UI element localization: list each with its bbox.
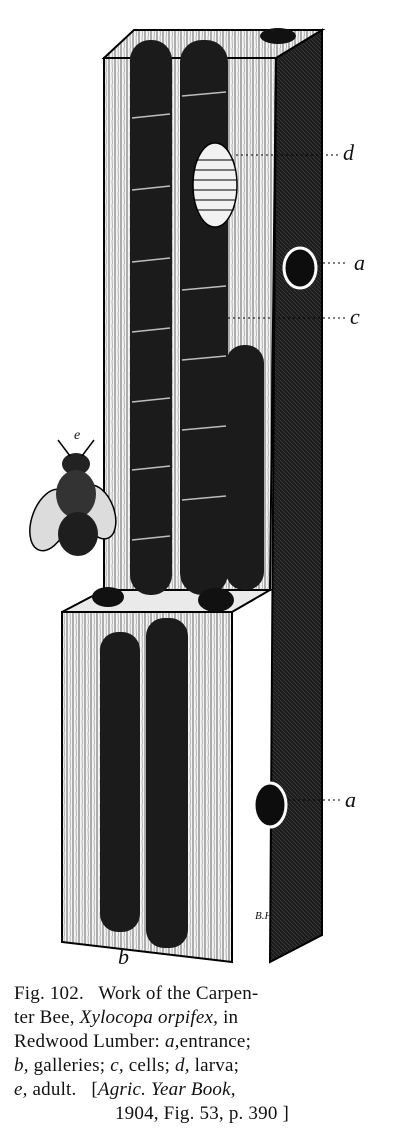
- key-b: b,: [14, 1055, 29, 1076]
- artist-signature: B.H: [255, 910, 273, 922]
- label-a-bottom: a: [345, 787, 356, 812]
- caption-in: in: [223, 1007, 239, 1028]
- top-entrance-hole: [260, 28, 296, 44]
- caption-title-cont: ter Bee,: [14, 1007, 75, 1028]
- source-bracket: [: [91, 1079, 98, 1100]
- caption-line-5: [14, 1078, 390, 1102]
- caption-line-3: [14, 1030, 390, 1054]
- desc-c: cells;: [128, 1055, 171, 1076]
- desc-a: entrance;: [179, 1031, 252, 1052]
- label-a-top: a: [354, 250, 365, 275]
- figure-caption: [14, 982, 390, 1126]
- species-name: Xylocopa orpifex,: [79, 1007, 219, 1028]
- key-c: c,: [110, 1055, 124, 1076]
- desc-d: larva;: [194, 1055, 240, 1076]
- upper-side-entrance: [284, 248, 316, 288]
- caption-line-2: [14, 1006, 390, 1030]
- label-c: c: [350, 304, 360, 329]
- source-detail: 1904, Fig. 53, p. 390 ]: [114, 1103, 290, 1124]
- caption-title: Work of the Carpen-: [98, 983, 259, 1004]
- label-e: e: [74, 428, 81, 443]
- key-e: e,: [14, 1079, 28, 1100]
- caption-line-4: [14, 1054, 390, 1078]
- desc-e: adult.: [32, 1079, 77, 1100]
- source-title: Agric. Year Book,: [97, 1079, 236, 1100]
- key-d: d,: [175, 1055, 190, 1076]
- caption-line-1: [14, 982, 390, 1006]
- caption-line-6: [14, 1102, 390, 1126]
- lower-side-entrance: [254, 783, 286, 827]
- caption-material: Redwood Lumber:: [14, 1031, 161, 1052]
- key-a: a,: [164, 1031, 180, 1052]
- desc-b: galleries;: [33, 1055, 106, 1076]
- larva: [193, 143, 237, 227]
- figure-number: Fig. 102.: [14, 983, 84, 1004]
- label-b: b: [118, 944, 129, 969]
- label-d: d: [343, 140, 354, 165]
